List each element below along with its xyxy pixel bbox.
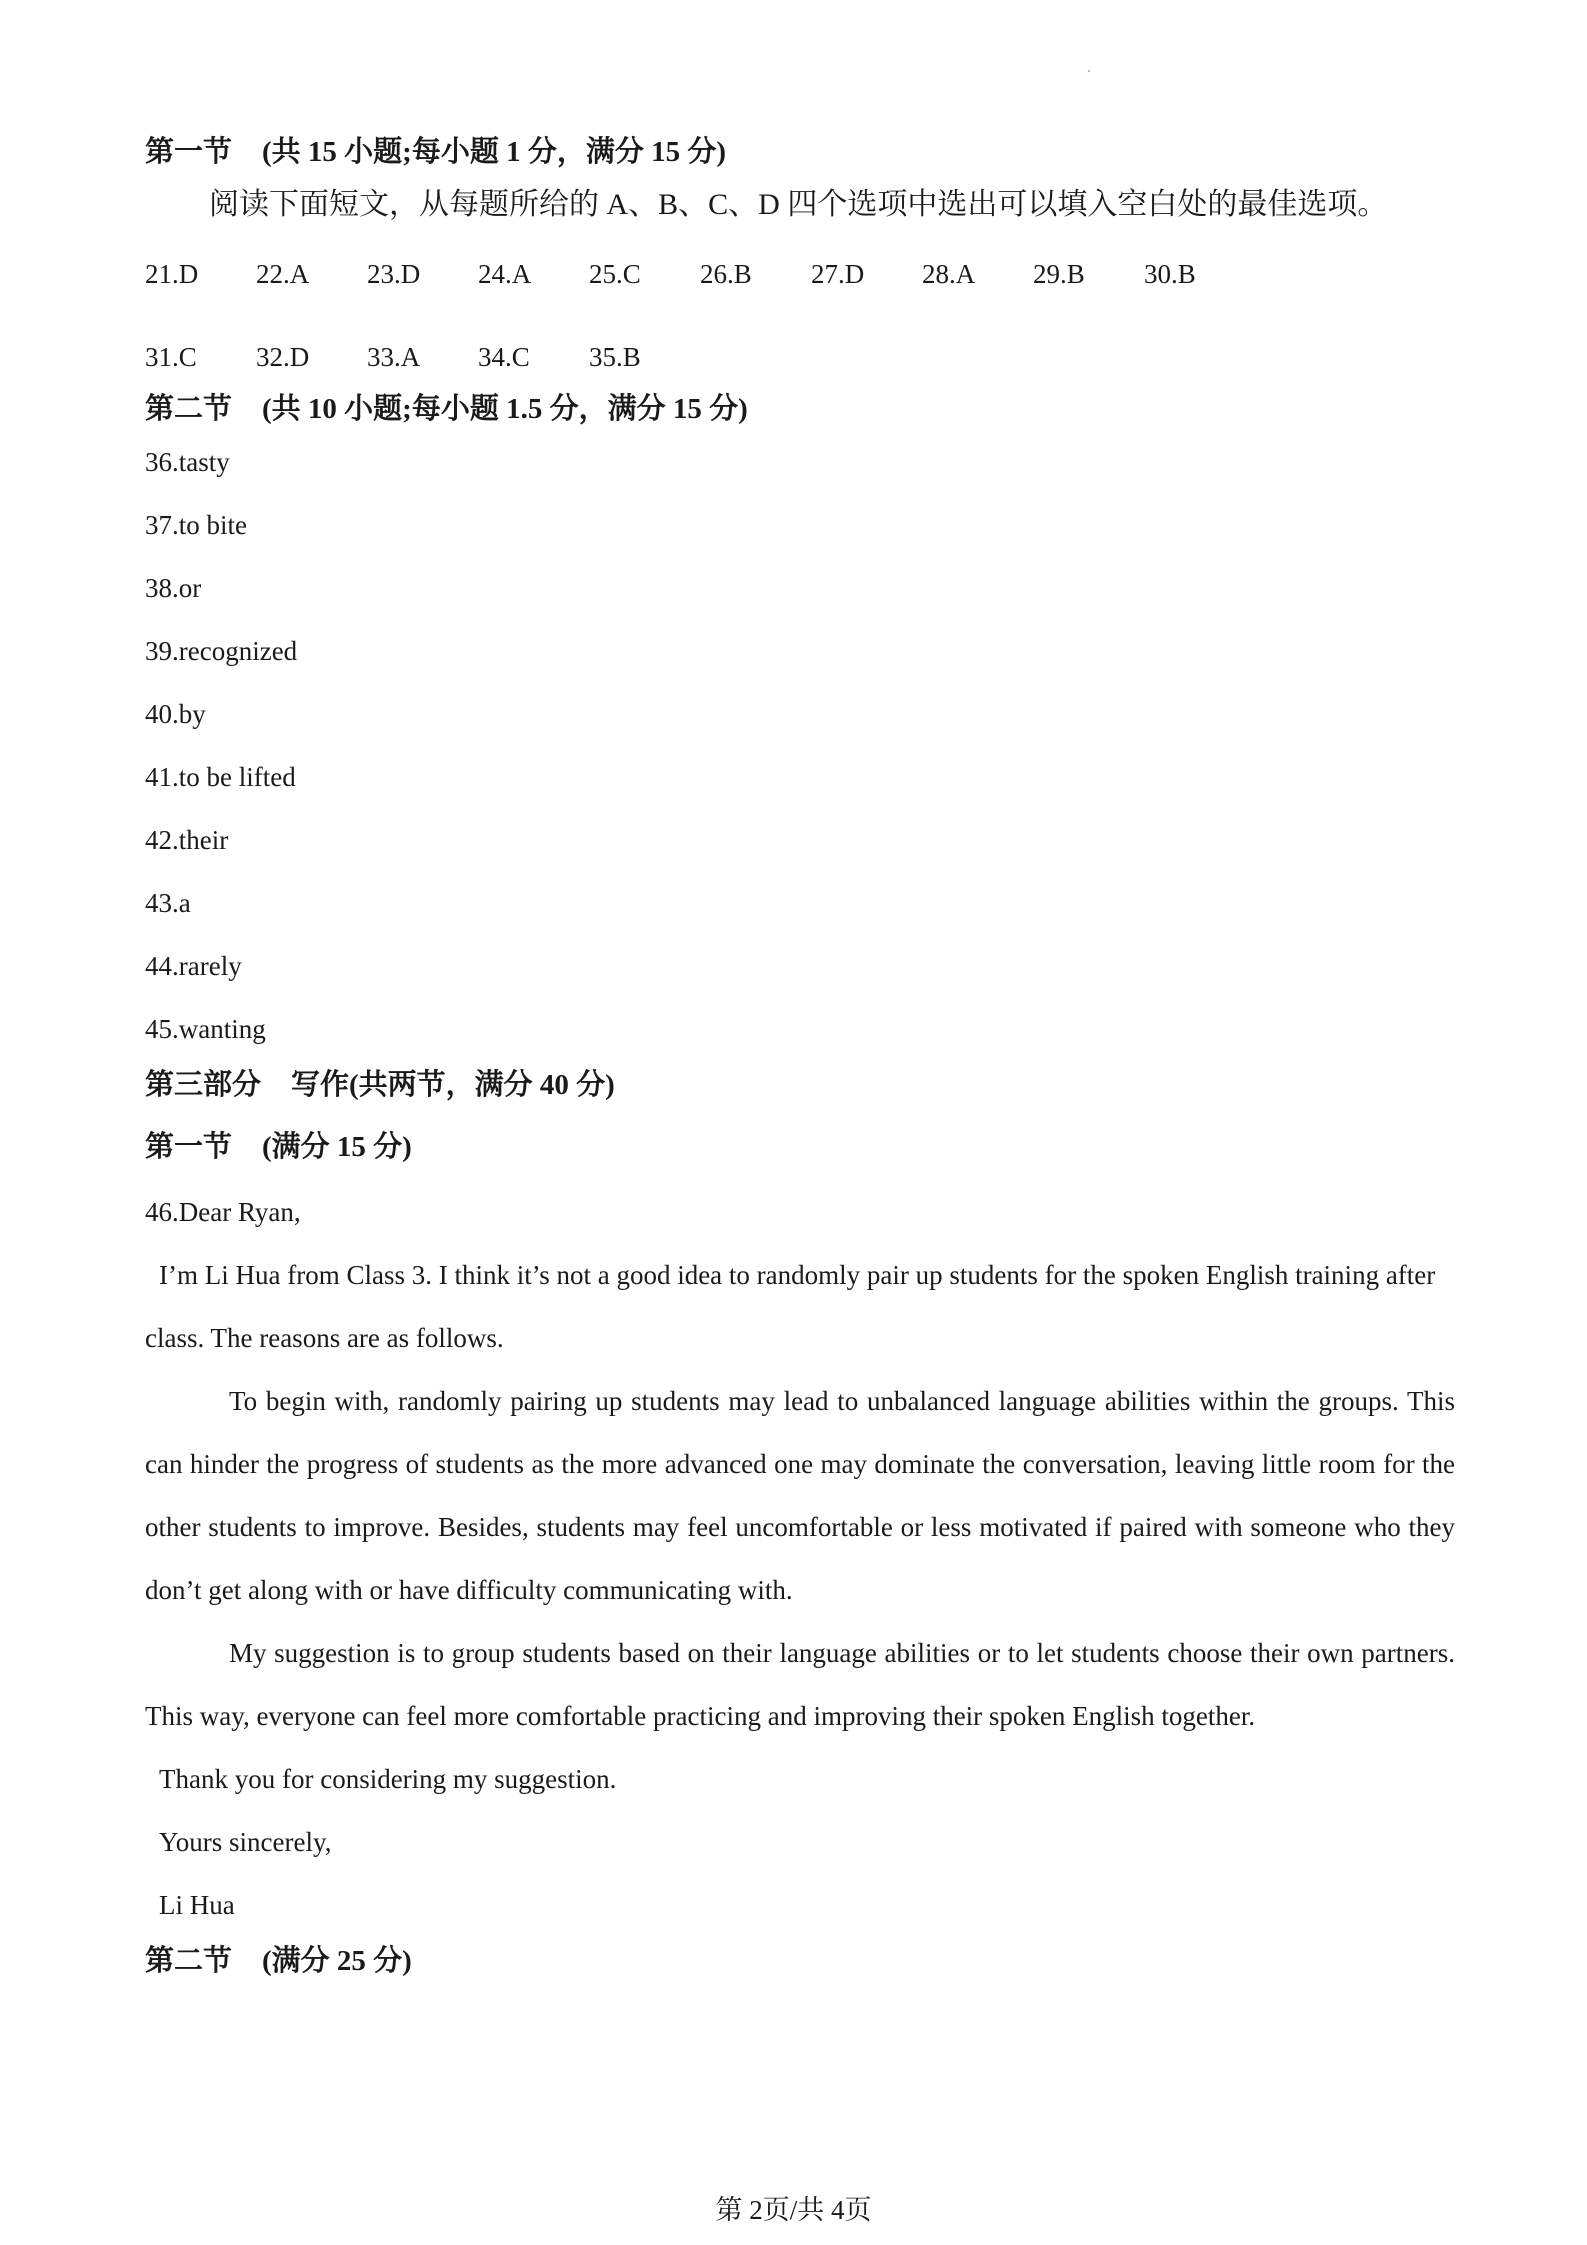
letter-greeting: 46.Dear Ryan, <box>145 1197 301 1227</box>
answer-row-1 <box>145 254 1455 294</box>
page-footer: 第 2页/共 4页 <box>715 2195 872 2225</box>
writing2-meta: (满分 25 分) <box>262 1945 412 1977</box>
section1-instruction: 阅读下面短文，从每题所给的 A、B、C、D 四个选项中选出可以填入空白处的最佳选项。 <box>209 188 1388 221</box>
section1-meta: (共 15 小题;每小题 1 分，满分 15 分) <box>262 136 726 168</box>
answer-30: 30.B <box>1144 259 1196 289</box>
writing1-title: 第一节 <box>145 1131 233 1163</box>
part3-meta: 写作(共两节，满分 40 分) <box>291 1069 615 1101</box>
answer-21: 21.D <box>145 259 199 289</box>
section1-title: 第一节 <box>145 136 233 168</box>
answer-32: 32.D <box>256 342 310 372</box>
answer-39: 39.recognized <box>145 636 298 666</box>
section2-title: 第二节 <box>145 393 233 425</box>
writing2-heading <box>145 1939 1455 1983</box>
answer-42: 42.their <box>145 825 229 855</box>
letter-paragraph-2: My suggestion is to group students based on their language abilities or to let students choose their own partners. This way, everyone can feel more comfortable practicing and improving their spoken English together. <box>145 1638 1455 1731</box>
document-content <box>145 130 1455 1983</box>
answer-38: 38.or <box>145 573 202 603</box>
answer-41: 41.to be lifted <box>145 762 296 792</box>
answer-43: 43.a <box>145 888 191 918</box>
letter-paragraph-1: To begin with, randomly pairing up students may lead to unbalanced language abilities within the groups. This can hinder the progress of students as the more advanced one may dominate the conversation, leaving little room for the other students to improve. Besides, students may feel uncomfortable or less motivated if paired with someone who they don’t get along with or have difficulty communicating with. <box>145 1386 1455 1605</box>
letter-signature: Li Hua <box>159 1890 235 1920</box>
answer-45: 45.wanting <box>145 1014 266 1044</box>
answer-29: 29.B <box>1033 259 1085 289</box>
answer-24: 24.A <box>478 259 532 289</box>
answer-40: 40.by <box>145 699 206 729</box>
writing1-meta: (满分 15 分) <box>262 1131 412 1163</box>
section2-meta: (共 10 小题;每小题 1.5 分，满分 15 分) <box>262 393 748 425</box>
answer-28: 28.A <box>922 259 976 289</box>
answer-26: 26.B <box>700 259 752 289</box>
scan-dot <box>1088 70 1090 72</box>
part3-title: 第三部分 <box>145 1069 262 1101</box>
answer-33: 33.A <box>367 342 421 372</box>
answer-27: 27.D <box>811 259 865 289</box>
letter-closing: Yours sincerely, <box>159 1827 332 1857</box>
answer-35: 35.B <box>589 342 641 372</box>
answer-34: 34.C <box>478 342 530 372</box>
answer-37: 37.to bite <box>145 510 247 540</box>
answer-25: 25.C <box>589 259 641 289</box>
letter <box>145 1181 1455 1937</box>
answer-row-2 <box>145 337 1455 377</box>
part3-heading <box>145 1063 1455 1107</box>
answer-44: 44.rarely <box>145 951 242 981</box>
letter-thanks: Thank you for considering my suggestion. <box>159 1764 617 1794</box>
answer-31: 31.C <box>145 342 197 372</box>
section2-answer-list <box>145 431 1455 1061</box>
section2-heading <box>145 387 1455 431</box>
answer-23: 23.D <box>367 259 421 289</box>
letter-intro: I’m Li Hua from Class 3. I think it’s not a good idea to randomly pair up students for the spoken English training after class. The reasons are as follows. <box>145 1260 1436 1353</box>
writing2-title: 第二节 <box>145 1945 233 1977</box>
answer-36: 36.tasty <box>145 447 230 477</box>
section1-heading <box>145 130 1455 174</box>
answer-22: 22.A <box>256 259 310 289</box>
writing1-heading <box>145 1125 1455 1169</box>
